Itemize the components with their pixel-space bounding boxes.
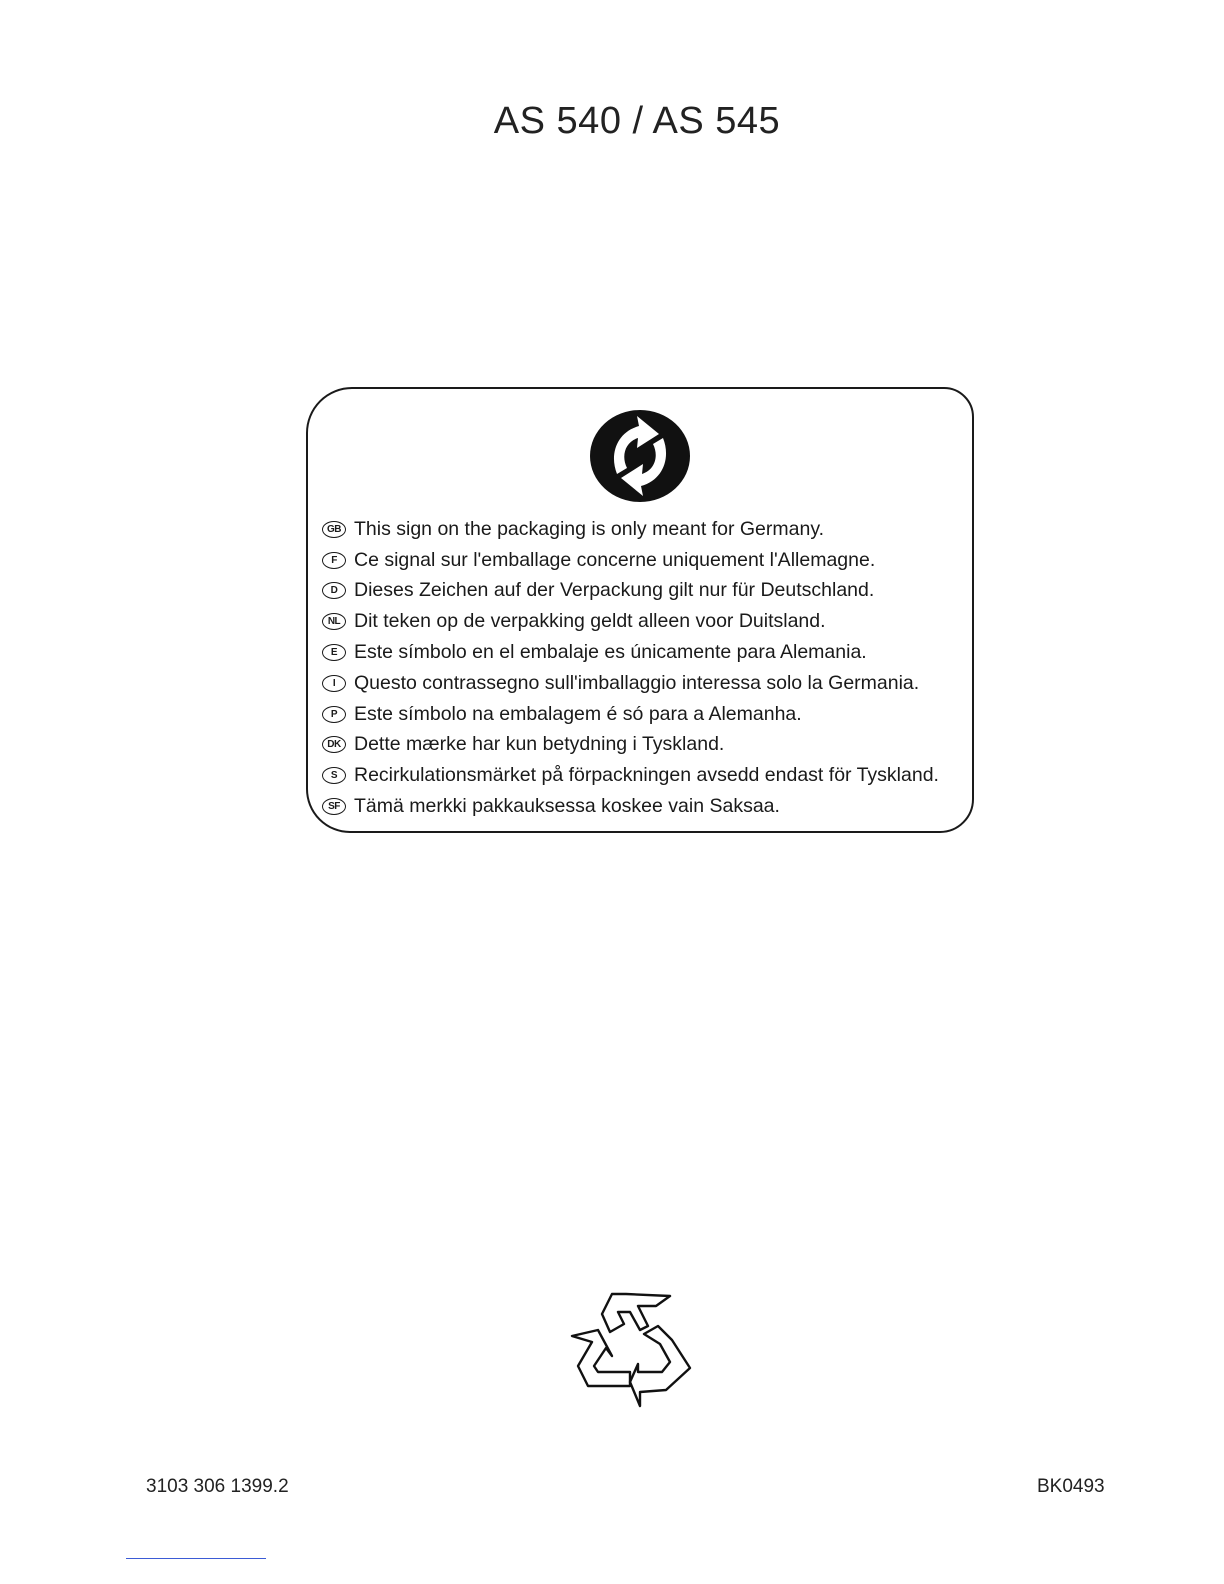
notice-line [322,791,982,822]
notice-text: Ce signal sur l'emballage concerne uniquement l'Allemagne. [354,548,876,571]
notice-text: Dieses Zeichen auf der Verpackung gilt nur für Deutschland. [354,579,875,602]
page-title: AS 540 / AS 545 [493,100,781,142]
country-code-badge: S [322,767,346,784]
notice-line [322,699,982,730]
document-code: BK0493 [1037,1476,1105,1497]
notice-text: Dette mærke har kun betydning i Tyskland. [354,733,725,756]
notice-line [322,637,982,668]
notice-text: Este símbolo en el embalaje es únicamente para Alemania. [354,641,867,664]
country-code-badge: GB [322,521,346,538]
recycle-icon [566,1286,696,1410]
country-code-badge: SF [322,798,346,815]
country-code-badge: F [322,552,346,569]
notice-line [322,545,982,576]
country-code-badge: P [322,706,346,723]
notice-line [322,668,982,699]
notice-text: Questo contrassegno sull'imballaggio interessa solo la Germania. [354,671,920,694]
notice-line [322,606,982,637]
notice-text: This sign on the packaging is only meant for Germany. [354,517,825,540]
notice-line [322,760,982,791]
country-code-badge: DK [322,736,346,753]
green-dot-icon [587,408,693,504]
notice-text: Recirkulationsmärket på förpackningen avsedd endast för Tyskland. [354,764,939,787]
notice-line [322,730,982,761]
notice-text: Tämä merkki pakkauksessa koskee vain Saksaa. [354,795,780,818]
document-number: 3103 306 1399.2 [146,1476,289,1497]
country-code-badge: I [322,675,346,692]
notice-text: Dit teken op de verpakking geldt alleen voor Duitsland. [354,610,826,633]
divider [126,1558,266,1559]
country-code-badge: NL [322,613,346,630]
notice-lines [322,514,982,822]
notice-line [322,576,982,607]
notice-text: Este símbolo na embalagem é só para a Alemanha. [354,702,802,725]
notice-line [322,514,982,545]
country-code-badge: D [322,582,346,599]
country-code-badge: E [322,644,346,661]
